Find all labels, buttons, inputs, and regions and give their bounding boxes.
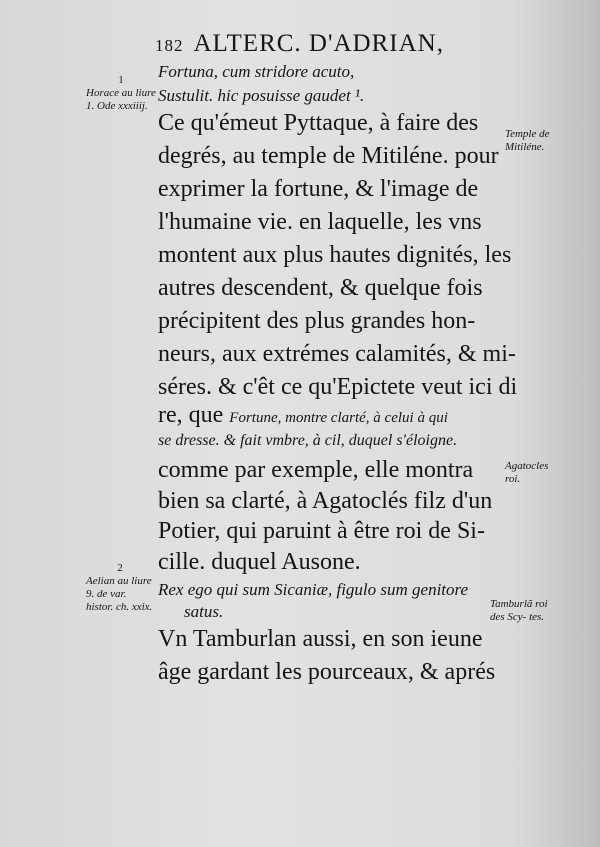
text-line: Potier, qui paruint à être roi de Si- [158,518,485,544]
text-line: satus. [184,602,224,621]
text-line: autres descendent, & quelque fois [158,275,483,301]
margin-note-right: Temple de Mitiléne. [505,128,550,153]
note-text: Aelian au liure 9. de var. histor. ch. xxix. [86,575,153,613]
text-line: précipitent des plus grandes hon- [158,308,476,334]
text-line: comme par exemple, elle montra [158,457,474,483]
text-line: Ce qu'émeut Pyttaque, à faire des [158,110,479,136]
margin-note-left [86,74,156,113]
text-line: se dresse. & fait vmbre, à cil, duquel s'éloigne. [158,432,458,449]
text-line-start: re, que [158,402,224,428]
page-number: 182 [155,36,184,55]
note-number: 1 [118,74,124,86]
note-text: Horace au liure 1. Ode xxxiiij. [86,87,156,112]
text-line: séres. & c'êt ce qu'Epictete veut ici di [158,374,518,400]
text-line: âge gardant les pourceaux, & aprés [158,659,496,685]
text-line: Vn Tamburlan aussi, en son ieune [158,626,483,652]
text-line: Sustulit. hic posuisse gaudet ¹. [158,86,365,105]
page-header [155,30,444,58]
margin-note-left [86,562,154,614]
margin-note-right: Tamburlã roi des Scy- tes. [490,598,548,623]
text-line: Fortuna, cum stridore acuto, [158,62,355,81]
text-line: degrés, au temple de Mitiléne. pour [158,143,499,169]
text-line [158,402,448,429]
text-line: cille. duquel Ausone. [158,549,361,575]
margin-note-right: Agatocles roi. [505,460,549,485]
text-line-italic: Fortune, montre clarté, à celui à qui [229,410,448,426]
text-line: l'humaine vie. en laquelle, les vns [158,209,482,235]
note-number: 2 [117,562,123,574]
text-line: bien sa clarté, à Agatoclés filz d'un [158,488,493,514]
text-line: montent aux plus hautes dignités, les [158,242,512,268]
running-title: ALTERC. D'ADRIAN, [193,30,444,57]
text-line: Rex ego qui sum Sicaniæ, figulo sum genitore [158,580,469,599]
text-line: exprimer la fortune, & l'image de [158,176,479,202]
text-line: neurs, aux extrémes calamités, & mi- [158,341,516,367]
